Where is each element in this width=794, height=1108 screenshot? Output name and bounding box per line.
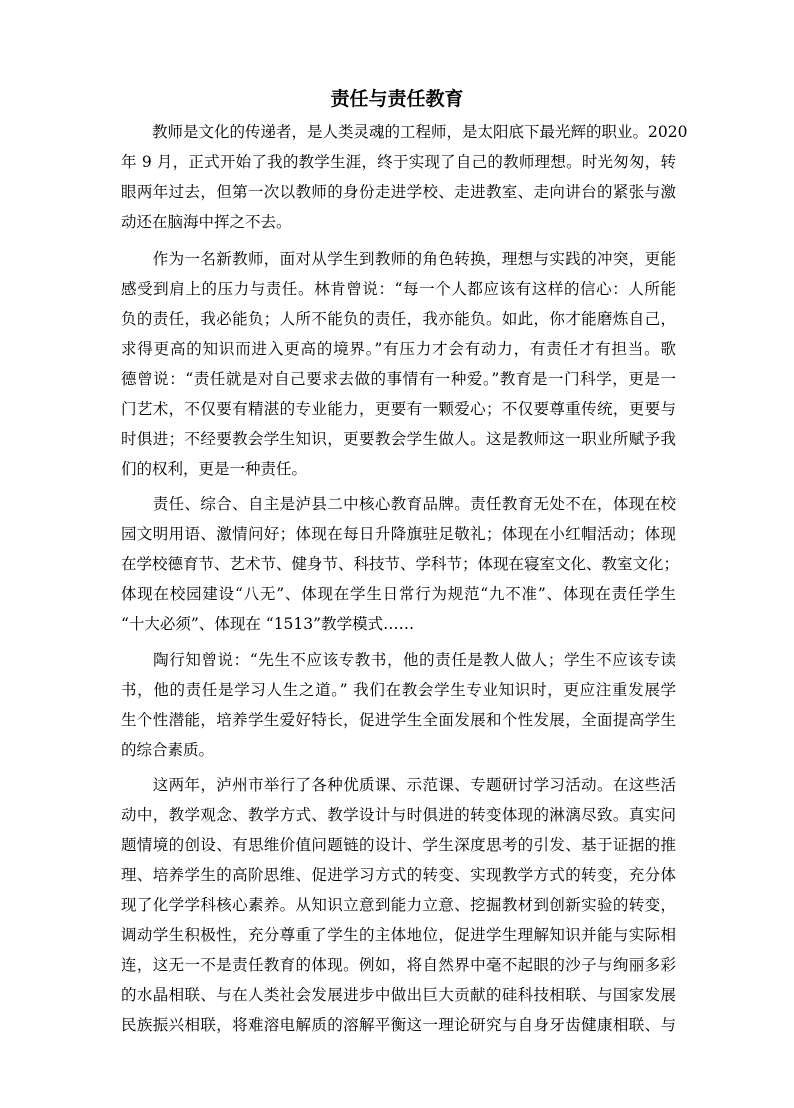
body-line: 题情境的创设、有思维价值问题链的设计、学生深度思考的引发、基于证据的推 xyxy=(121,836,676,854)
body-line: 园文明用语、激情问好；体现在每日升降旗驻足敬礼；体现在小红帽活动；体现 xyxy=(121,525,676,543)
body-line: 负的责任，我必能负；人所不能负的责任，我亦能负。如此，你才能磨炼自己， xyxy=(121,310,676,328)
body-line: 动中，教学观念、教学方式、教学设计与时俱进的转变体现的淋漓尽致。真实问 xyxy=(121,806,676,824)
body-line: 陶行知曾说：“先生不应该专教书，他的责任是教人做人；学生不应该专读 xyxy=(121,651,676,669)
body-line xyxy=(121,1040,676,1070)
body-line: 的水晶相联、与在人类社会发展进步中做出巨大贡献的硅科技相联、与国家发展 xyxy=(121,986,676,1004)
body-line: 这两年，泸州市举行了各种优质课、示范课、专题研讨学习活动。在这些活 xyxy=(121,776,676,794)
body-line: 门艺术，不仅要有精湛的专业能力，更要有一颗爱心；不仅要尊重传统，更要与 xyxy=(121,400,676,418)
body-line: 民族振兴相联，将难溶电解质的溶解平衡这一理论研究与自身牙齿健康相联、与 xyxy=(121,1016,676,1034)
body-line: 调动学生积极性，充分尊重了学生的主体地位，促进学生理解知识并能与实际相 xyxy=(121,926,676,944)
body-line: 书，他的责任是学习人生之道。” 我们在教会学生专业知识时，更应注重发展学 xyxy=(121,681,676,699)
body-line: 们的权利，更是一种责任。 xyxy=(121,460,308,478)
body-line: 的综合素质。 xyxy=(121,741,215,759)
body-line: 德曾说：“责任就是对自己要求去做的事情有一种爱。”教育是一门科学，更是一 xyxy=(121,370,676,388)
body-line: 在学校德育节、艺术节、健身节、科技节、学科节；体现在寝室文化、教室文化； xyxy=(121,555,680,573)
body-line: 教师是文化的传递者，是人类灵魂的工程师，是太阳底下最光辉的职业。2020 xyxy=(121,123,688,141)
body-line: 生个性潜能，培养学生爱好特长，促进学生全面发展和个性发展，全面提高学生 xyxy=(121,711,676,729)
body-line: 求得更高的知识而进入更高的境界。”有压力才会有动力，有责任才有担当。歌 xyxy=(121,340,676,358)
document-title: 责任与责任教育 xyxy=(330,88,464,110)
body-line: 责任、综合、自主是泸县二中核心教育品牌。责任教育无处不在，体现在校 xyxy=(121,495,676,513)
body-line: 年 9 月，正式开始了我的教学生涯，终于实现了自己的教师理想。时光匆匆，转 xyxy=(121,153,676,171)
body-line: 体现在校园建设“八无”、体现在学生日常行为规范“九不准”、体现在责任学生 xyxy=(121,585,676,603)
body-line: 感受到肩上的压力与责任。林肯曾说：“每一个人都应该有这样的信心：人所能 xyxy=(121,280,676,298)
body-line: 作为一名新教师，面对从学生到教师的角色转换，理想与实践的冲突，更能 xyxy=(121,250,676,268)
body-line: 动还在脑海中挥之不去。 xyxy=(121,213,292,231)
body-line: 眼两年过去，但第一次以教师的身份走进学校、走进教室、走向讲台的紧张与激 xyxy=(121,183,676,201)
body-line: 时俱进；不经要教会学生知识，更要教会学生做人。这是教师这一职业所赋予我 xyxy=(121,430,676,448)
body-line: 连，这无一不是责任教育的体现。例如，将自然界中毫不起眼的沙子与绚丽多彩 xyxy=(121,956,676,974)
body-line: 现了化学学科核心素养。从知识立意到能力立意、挖掘教材到创新实验的转变， xyxy=(121,896,676,914)
body-line: “十大必须”、体现在 “1513”教学模式…… xyxy=(121,615,415,633)
body-line: 理、培养学生的高阶思维、促进学习方式的转变、实现教学方式的转变，充分体 xyxy=(121,866,676,884)
